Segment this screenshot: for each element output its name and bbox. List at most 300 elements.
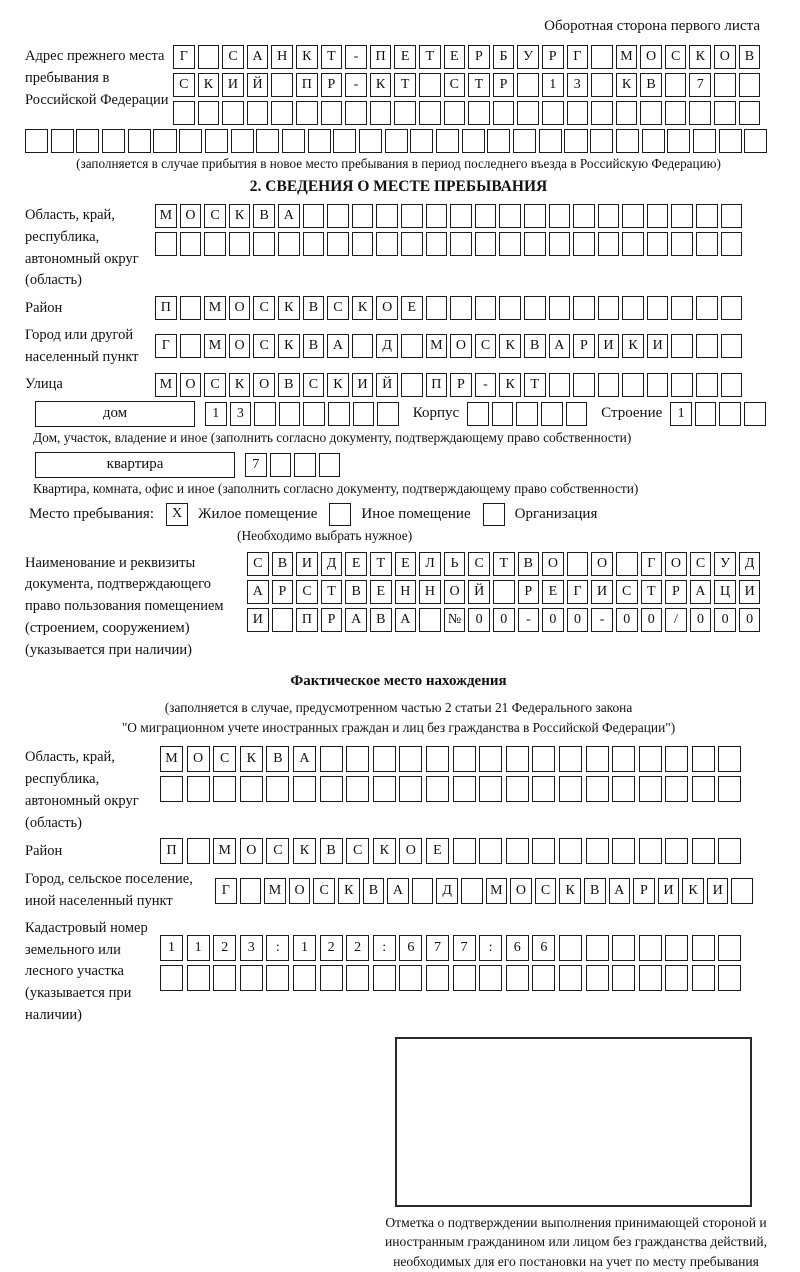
- char-box[interactable]: [573, 204, 595, 228]
- char-box[interactable]: [320, 776, 343, 802]
- char-box[interactable]: [231, 129, 254, 153]
- char-box[interactable]: 6: [532, 935, 555, 961]
- char-box[interactable]: П: [296, 608, 318, 632]
- char-box[interactable]: [128, 129, 151, 153]
- char-box[interactable]: Б: [493, 45, 515, 69]
- char-box[interactable]: [598, 373, 620, 397]
- char-box[interactable]: [76, 129, 99, 153]
- char-box[interactable]: [647, 373, 669, 397]
- char-box[interactable]: [573, 373, 595, 397]
- char-box[interactable]: [719, 129, 742, 153]
- char-box[interactable]: [567, 101, 589, 125]
- char-box[interactable]: 0: [542, 608, 564, 632]
- char-box[interactable]: [591, 73, 613, 97]
- char-box[interactable]: С: [303, 373, 325, 397]
- char-box[interactable]: И: [739, 580, 761, 604]
- char-box[interactable]: О: [289, 878, 311, 904]
- char-box[interactable]: [247, 101, 269, 125]
- char-box[interactable]: [616, 101, 638, 125]
- char-box[interactable]: Е: [395, 552, 417, 576]
- char-box[interactable]: [450, 232, 472, 256]
- char-box[interactable]: 3: [567, 73, 589, 97]
- char-box[interactable]: [308, 129, 331, 153]
- char-box[interactable]: Р: [450, 373, 472, 397]
- char-box[interactable]: [549, 232, 571, 256]
- char-box[interactable]: А: [387, 878, 409, 904]
- char-box[interactable]: О: [399, 838, 422, 864]
- char-box[interactable]: [352, 204, 374, 228]
- char-box[interactable]: В: [266, 746, 289, 772]
- char-box[interactable]: [696, 232, 718, 256]
- char-box[interactable]: Г: [155, 334, 177, 358]
- char-box[interactable]: [665, 935, 688, 961]
- char-box[interactable]: [532, 776, 555, 802]
- char-box[interactable]: В: [253, 204, 275, 228]
- char-box[interactable]: [532, 965, 555, 991]
- char-box[interactable]: [353, 402, 375, 426]
- char-box[interactable]: [612, 746, 635, 772]
- char-box[interactable]: Г: [173, 45, 195, 69]
- char-box[interactable]: К: [689, 45, 711, 69]
- char-box[interactable]: [622, 204, 644, 228]
- char-box[interactable]: [271, 101, 293, 125]
- char-box[interactable]: О: [229, 296, 251, 320]
- char-box[interactable]: [567, 552, 589, 576]
- char-box[interactable]: [377, 402, 399, 426]
- char-box[interactable]: [321, 101, 343, 125]
- char-box[interactable]: [539, 129, 562, 153]
- char-box[interactable]: Г: [641, 552, 663, 576]
- char-box[interactable]: К: [278, 334, 300, 358]
- char-box[interactable]: [180, 296, 202, 320]
- char-box[interactable]: К: [499, 334, 521, 358]
- char-box[interactable]: [173, 101, 195, 125]
- char-box[interactable]: [453, 776, 476, 802]
- char-box[interactable]: Р: [573, 334, 595, 358]
- char-box[interactable]: И: [247, 608, 269, 632]
- char-box[interactable]: [689, 101, 711, 125]
- char-box[interactable]: О: [376, 296, 398, 320]
- char-box[interactable]: М: [426, 334, 448, 358]
- char-box[interactable]: [426, 232, 448, 256]
- char-box[interactable]: К: [682, 878, 704, 904]
- char-box[interactable]: Р: [542, 45, 564, 69]
- char-box[interactable]: [487, 129, 510, 153]
- char-box[interactable]: [426, 204, 448, 228]
- char-box[interactable]: Р: [665, 580, 687, 604]
- char-box[interactable]: [506, 776, 529, 802]
- char-box[interactable]: [517, 73, 539, 97]
- char-box[interactable]: Р: [493, 73, 515, 97]
- char-box[interactable]: Н: [395, 580, 417, 604]
- char-box[interactable]: С: [535, 878, 557, 904]
- char-box[interactable]: [696, 373, 718, 397]
- char-box[interactable]: [25, 129, 48, 153]
- char-box[interactable]: 7: [245, 453, 267, 477]
- char-box[interactable]: О: [180, 204, 202, 228]
- char-box[interactable]: В: [739, 45, 761, 69]
- char-box[interactable]: 0: [616, 608, 638, 632]
- char-box[interactable]: [479, 776, 502, 802]
- char-box[interactable]: [453, 838, 476, 864]
- char-box[interactable]: [266, 965, 289, 991]
- char-box[interactable]: [461, 878, 483, 904]
- char-box[interactable]: Е: [444, 45, 466, 69]
- char-box[interactable]: [254, 402, 276, 426]
- char-box[interactable]: С: [475, 334, 497, 358]
- char-box[interactable]: В: [584, 878, 606, 904]
- char-box[interactable]: 1: [187, 935, 210, 961]
- char-box[interactable]: [160, 965, 183, 991]
- char-box[interactable]: [692, 776, 715, 802]
- char-box[interactable]: [155, 232, 177, 256]
- char-box[interactable]: [642, 129, 665, 153]
- char-box[interactable]: С: [222, 45, 244, 69]
- char-box[interactable]: [467, 402, 489, 426]
- char-box[interactable]: О: [510, 878, 532, 904]
- char-box[interactable]: [399, 746, 422, 772]
- char-box[interactable]: [352, 232, 374, 256]
- char-box[interactable]: Р: [468, 45, 490, 69]
- char-box[interactable]: С: [296, 580, 318, 604]
- char-box[interactable]: :: [266, 935, 289, 961]
- checkbox-other-premise[interactable]: [329, 503, 351, 526]
- char-box[interactable]: Д: [321, 552, 343, 576]
- char-box[interactable]: Д: [436, 878, 458, 904]
- char-box[interactable]: [205, 129, 228, 153]
- char-box[interactable]: [499, 204, 521, 228]
- char-box[interactable]: [647, 232, 669, 256]
- char-box[interactable]: [586, 776, 609, 802]
- char-box[interactable]: [345, 101, 367, 125]
- char-box[interactable]: В: [303, 296, 325, 320]
- char-box[interactable]: М: [155, 373, 177, 397]
- char-box[interactable]: /: [665, 608, 687, 632]
- char-box[interactable]: [462, 129, 485, 153]
- char-box[interactable]: 1: [160, 935, 183, 961]
- char-box[interactable]: В: [345, 580, 367, 604]
- char-box[interactable]: [51, 129, 74, 153]
- char-box[interactable]: [696, 334, 718, 358]
- char-box[interactable]: С: [313, 878, 335, 904]
- char-box[interactable]: Р: [321, 73, 343, 97]
- char-box[interactable]: -: [591, 608, 613, 632]
- char-box[interactable]: С: [253, 334, 275, 358]
- char-box[interactable]: [612, 965, 635, 991]
- char-box[interactable]: [559, 746, 582, 772]
- char-box[interactable]: [271, 73, 293, 97]
- char-box[interactable]: :: [479, 935, 502, 961]
- char-box[interactable]: [598, 204, 620, 228]
- char-box[interactable]: [532, 838, 555, 864]
- char-box[interactable]: [665, 776, 688, 802]
- char-box[interactable]: О: [229, 334, 251, 358]
- char-box[interactable]: [591, 101, 613, 125]
- char-box[interactable]: [303, 204, 325, 228]
- char-box[interactable]: Е: [370, 580, 392, 604]
- char-box[interactable]: [718, 776, 741, 802]
- char-box[interactable]: [479, 965, 502, 991]
- char-box[interactable]: [721, 204, 743, 228]
- char-box[interactable]: Й: [376, 373, 398, 397]
- char-box[interactable]: Н: [419, 580, 441, 604]
- char-box[interactable]: [394, 101, 416, 125]
- char-box[interactable]: М: [155, 204, 177, 228]
- char-box[interactable]: 0: [641, 608, 663, 632]
- char-box[interactable]: [450, 296, 472, 320]
- char-box[interactable]: 7: [426, 935, 449, 961]
- char-box[interactable]: [320, 746, 343, 772]
- char-box[interactable]: [616, 129, 639, 153]
- char-box[interactable]: [559, 965, 582, 991]
- char-box[interactable]: [721, 373, 743, 397]
- char-box[interactable]: О: [240, 838, 263, 864]
- char-box[interactable]: О: [253, 373, 275, 397]
- char-box[interactable]: Т: [524, 373, 546, 397]
- char-box[interactable]: С: [213, 746, 236, 772]
- char-box[interactable]: [453, 746, 476, 772]
- char-box[interactable]: С: [204, 373, 226, 397]
- char-box[interactable]: К: [338, 878, 360, 904]
- char-box[interactable]: [513, 129, 536, 153]
- char-box[interactable]: А: [549, 334, 571, 358]
- char-box[interactable]: [468, 101, 490, 125]
- char-box[interactable]: [240, 965, 263, 991]
- char-box[interactable]: И: [647, 334, 669, 358]
- char-box[interactable]: [586, 746, 609, 772]
- char-box[interactable]: А: [293, 746, 316, 772]
- char-box[interactable]: [671, 296, 693, 320]
- char-box[interactable]: Н: [271, 45, 293, 69]
- char-box[interactable]: К: [327, 373, 349, 397]
- char-box[interactable]: Т: [394, 73, 416, 97]
- char-box[interactable]: И: [352, 373, 374, 397]
- char-box[interactable]: К: [352, 296, 374, 320]
- char-box[interactable]: [639, 776, 662, 802]
- char-box[interactable]: А: [247, 45, 269, 69]
- char-box[interactable]: [320, 965, 343, 991]
- char-box[interactable]: К: [198, 73, 220, 97]
- char-box[interactable]: К: [229, 373, 251, 397]
- char-box[interactable]: [493, 101, 515, 125]
- char-box[interactable]: [479, 746, 502, 772]
- char-box[interactable]: К: [296, 45, 318, 69]
- char-box[interactable]: [744, 402, 766, 426]
- char-box[interactable]: Т: [419, 45, 441, 69]
- char-box[interactable]: У: [714, 552, 736, 576]
- char-box[interactable]: 2: [346, 935, 369, 961]
- char-box[interactable]: [303, 402, 325, 426]
- char-box[interactable]: А: [278, 204, 300, 228]
- char-box[interactable]: [693, 129, 716, 153]
- char-box[interactable]: О: [591, 552, 613, 576]
- char-box[interactable]: [180, 334, 202, 358]
- char-box[interactable]: [718, 838, 741, 864]
- char-box[interactable]: В: [524, 334, 546, 358]
- char-box[interactable]: [376, 204, 398, 228]
- char-box[interactable]: :: [373, 935, 396, 961]
- char-box[interactable]: 2: [213, 935, 236, 961]
- char-box[interactable]: [240, 878, 262, 904]
- char-box[interactable]: В: [272, 552, 294, 576]
- char-box[interactable]: [187, 776, 210, 802]
- char-box[interactable]: [240, 776, 263, 802]
- char-box[interactable]: О: [542, 552, 564, 576]
- char-box[interactable]: [549, 373, 571, 397]
- char-box[interactable]: [718, 965, 741, 991]
- char-box[interactable]: [598, 296, 620, 320]
- char-box[interactable]: -: [518, 608, 540, 632]
- char-box[interactable]: [622, 296, 644, 320]
- char-box[interactable]: У: [517, 45, 539, 69]
- char-box[interactable]: К: [278, 296, 300, 320]
- char-box[interactable]: Г: [567, 45, 589, 69]
- char-box[interactable]: [718, 746, 741, 772]
- char-box[interactable]: С: [444, 73, 466, 97]
- char-box[interactable]: [696, 204, 718, 228]
- char-box[interactable]: С: [616, 580, 638, 604]
- char-box[interactable]: [573, 232, 595, 256]
- char-box[interactable]: П: [155, 296, 177, 320]
- char-box[interactable]: Р: [633, 878, 655, 904]
- char-box[interactable]: [714, 101, 736, 125]
- char-box[interactable]: [647, 296, 669, 320]
- char-box[interactable]: 1: [670, 402, 692, 426]
- char-box[interactable]: С: [253, 296, 275, 320]
- char-box[interactable]: К: [373, 838, 396, 864]
- char-box[interactable]: [622, 373, 644, 397]
- char-box[interactable]: К: [559, 878, 581, 904]
- char-box[interactable]: [198, 45, 220, 69]
- char-box[interactable]: В: [363, 878, 385, 904]
- char-box[interactable]: [559, 838, 582, 864]
- char-box[interactable]: В: [320, 838, 343, 864]
- char-box[interactable]: [616, 552, 638, 576]
- char-box[interactable]: [586, 935, 609, 961]
- char-box[interactable]: [493, 580, 515, 604]
- char-box[interactable]: [179, 129, 202, 153]
- char-box[interactable]: [692, 965, 715, 991]
- char-box[interactable]: [714, 73, 736, 97]
- char-box[interactable]: [566, 402, 588, 426]
- char-box[interactable]: [506, 746, 529, 772]
- char-box[interactable]: К: [229, 204, 251, 228]
- char-box[interactable]: [453, 965, 476, 991]
- char-box[interactable]: В: [640, 73, 662, 97]
- char-box[interactable]: Т: [493, 552, 515, 576]
- char-box[interactable]: [346, 746, 369, 772]
- char-box[interactable]: [586, 838, 609, 864]
- char-box[interactable]: [266, 776, 289, 802]
- char-box[interactable]: [436, 129, 459, 153]
- char-box[interactable]: [524, 232, 546, 256]
- char-box[interactable]: [352, 334, 374, 358]
- char-box[interactable]: 1: [293, 935, 316, 961]
- char-box[interactable]: О: [187, 746, 210, 772]
- char-box[interactable]: [270, 453, 292, 477]
- char-box[interactable]: [282, 129, 305, 153]
- char-box[interactable]: [573, 296, 595, 320]
- char-box[interactable]: Е: [426, 838, 449, 864]
- char-box[interactable]: [296, 101, 318, 125]
- char-box[interactable]: [359, 129, 382, 153]
- char-box[interactable]: [213, 776, 236, 802]
- char-box[interactable]: О: [180, 373, 202, 397]
- char-box[interactable]: [346, 965, 369, 991]
- char-box[interactable]: М: [160, 746, 183, 772]
- char-box[interactable]: К: [370, 73, 392, 97]
- char-box[interactable]: [279, 402, 301, 426]
- char-box[interactable]: П: [370, 45, 392, 69]
- char-box[interactable]: [426, 296, 448, 320]
- char-box[interactable]: [373, 746, 396, 772]
- char-box[interactable]: Р: [518, 580, 540, 604]
- char-box[interactable]: И: [222, 73, 244, 97]
- char-box[interactable]: А: [395, 608, 417, 632]
- char-box[interactable]: О: [640, 45, 662, 69]
- char-box[interactable]: 1: [542, 73, 564, 97]
- char-box[interactable]: [671, 232, 693, 256]
- char-box[interactable]: [479, 838, 502, 864]
- char-box[interactable]: [499, 232, 521, 256]
- char-box[interactable]: Й: [247, 73, 269, 97]
- char-box[interactable]: [475, 204, 497, 228]
- char-box[interactable]: [475, 296, 497, 320]
- char-box[interactable]: Г: [215, 878, 237, 904]
- char-box[interactable]: К: [240, 746, 263, 772]
- char-box[interactable]: [739, 73, 761, 97]
- char-box[interactable]: Д: [376, 334, 398, 358]
- char-box[interactable]: [590, 129, 613, 153]
- char-box[interactable]: [294, 453, 316, 477]
- char-box[interactable]: [399, 776, 422, 802]
- char-box[interactable]: [327, 204, 349, 228]
- char-box[interactable]: [549, 204, 571, 228]
- char-box[interactable]: [692, 746, 715, 772]
- char-box[interactable]: [412, 878, 434, 904]
- char-box[interactable]: А: [609, 878, 631, 904]
- char-box[interactable]: Ь: [444, 552, 466, 576]
- char-box[interactable]: [370, 101, 392, 125]
- char-box[interactable]: [426, 776, 449, 802]
- char-box[interactable]: [639, 838, 662, 864]
- char-box[interactable]: О: [665, 552, 687, 576]
- char-box[interactable]: [102, 129, 125, 153]
- char-box[interactable]: [739, 101, 761, 125]
- char-box[interactable]: М: [264, 878, 286, 904]
- char-box[interactable]: [401, 334, 423, 358]
- char-box[interactable]: [475, 232, 497, 256]
- char-box[interactable]: Л: [419, 552, 441, 576]
- char-box[interactable]: [293, 776, 316, 802]
- char-box[interactable]: [667, 129, 690, 153]
- char-box[interactable]: Е: [345, 552, 367, 576]
- char-box[interactable]: С: [690, 552, 712, 576]
- char-box[interactable]: Г: [567, 580, 589, 604]
- char-box[interactable]: [598, 232, 620, 256]
- char-box[interactable]: [639, 965, 662, 991]
- char-box[interactable]: 3: [230, 402, 252, 426]
- char-box[interactable]: С: [247, 552, 269, 576]
- char-box[interactable]: А: [327, 334, 349, 358]
- char-box[interactable]: М: [204, 334, 226, 358]
- char-box[interactable]: [385, 129, 408, 153]
- char-box[interactable]: С: [173, 73, 195, 97]
- char-box[interactable]: 2: [320, 935, 343, 961]
- char-box[interactable]: Р: [272, 580, 294, 604]
- char-box[interactable]: [639, 746, 662, 772]
- char-box[interactable]: [612, 776, 635, 802]
